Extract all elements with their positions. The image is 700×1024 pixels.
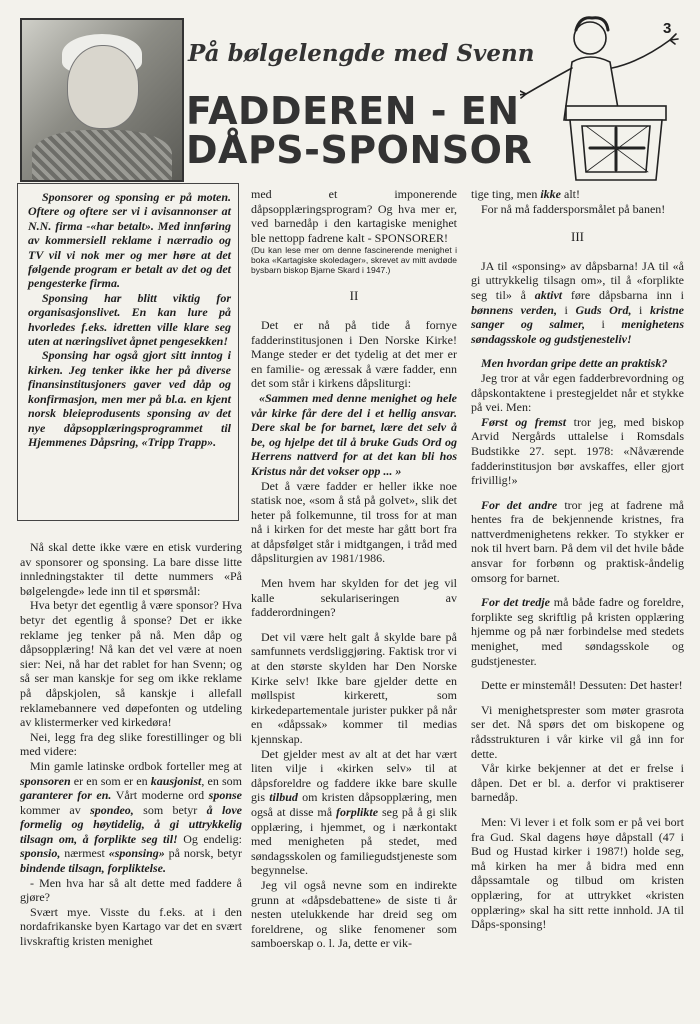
- footnote: (Du kan lese mer om denne fascinerende menighet i boka «Kartagiske skoledager», skrevet av mitt avdøde bysbarn biskop Bjarne Skard i 1947.): [251, 245, 457, 276]
- paragraph: [251, 747, 457, 878]
- text-run: Det gjelder mest av alt at det har vært liten vilje i «kirken selv» til at dåpsforeldre og faddere ikke bare skulle gis: [251, 746, 457, 805]
- paragraph: For nå må faddersporsmålet på banen!: [481, 201, 666, 216]
- paragraph: [471, 498, 684, 586]
- title-line-1: FADDEREN - EN: [186, 89, 520, 133]
- paragraph: Det er nå på tide å fornye fadderinstitusjonen i Den Norske Kirke! Mange steder er det tydelig at det mer er en familie- og æressak å være fadder, enn det som står i kirkens dåpsliturgi:: [251, 317, 457, 391]
- paragraph: Det vil være helt galt å skylde bare på samfunnets verdsliggjøring. Faktisk tror vi at den største skylden har Den Norske Kirke selv! Ikke bare gjelder dette en møllspist kirkerett, som kirkedepartementale jurister pukker på når en «dåpssak» kommer til medias kjennskap.: [251, 629, 457, 746]
- paragraph: Dette er minstemål! Dessuten: Det haster!: [481, 678, 683, 693]
- paragraph: med et imponerende dåpsopplæringsprogram? Og hva mer er, ved barnedåp i den kartagiske menighet ble nettopp fadrene kalt - SPONSORER!: [251, 187, 457, 245]
- article-title: [186, 89, 533, 172]
- section-heading: II: [349, 288, 359, 304]
- author-photo: [20, 18, 184, 182]
- text-run: tige ting, men: [471, 187, 541, 201]
- paragraph: [20, 759, 242, 876]
- text-run: er en som er en: [70, 773, 151, 788]
- paragraph: Svært mye. Visste du f.eks. at i den nordafrikanske byen Kartago var det en svært livskraftig kristen menighet: [20, 904, 242, 949]
- text-run: kommer av: [20, 802, 91, 817]
- emphasis: Først og fremst: [481, 414, 567, 429]
- paragraph: Men: Vi lever i et folk som er på vei bort fra Gud. Skal dagens høye dåpstall (47 i Bud og Hustad kirker i 1987!) holde seg, må kirken ha mer å bidra med enn dåpssamtale og tilbud om kristen opplæring, for at uttrykket «kristen opplæring» skal ha sitt rette innhold. JA til Dåps-sponsing!: [471, 814, 684, 932]
- column-1: [20, 540, 242, 949]
- title-line-2: DÅPS-SPONSOR: [186, 128, 533, 172]
- paragraph: Hva betyr det egentlig å være sponsor? Hva betyr det egentlig å sponse? Det er ikke reklame jeg tenker på nå. Men dåp og dåpsopplæring! Nå kan det vel være at noen sier: Nei, nå har det rablet for han Svenn; og så ser man kanskje for seg om ikke reklame på dåpskjolen, så kanskje i allefall reklamebannere ved døpefonten og utdeling av klistermerker ved kirkedøra!: [20, 598, 242, 730]
- photo-shirt: [32, 130, 172, 182]
- emphasis: «sponsing»: [108, 846, 165, 861]
- text-run: føre dåpsbarna inn i: [562, 287, 684, 302]
- emphasis: aktivt: [534, 287, 563, 302]
- text-run: som betyr: [133, 802, 207, 817]
- emphasis: kristne sanger og salmer,: [471, 302, 685, 332]
- paragraph: Nei, legg fra deg slike forestillinger og bli med videre:: [20, 729, 242, 759]
- intro-paragraph: Sponsorer og sponsing er på moten. Oftere og oftere ser vi i avisannonser at N.N. firma -«har betalt». Med innføring av kommersiell reklame i nærradio og TV vil vi nok mer og mer høre at det følgende program er betalt av det og det pengesterke firma.: [28, 190, 231, 291]
- paragraph: Nå skal dette ikke være en etisk vurdering av sponsorer og sponsing. La bare disse litte innledningstakter til dette nummers «På bølgelengde» lede inn til et spørsmål:: [20, 540, 242, 598]
- intro-paragraph: Sponsing har også gjort sitt inntog i kirken. Jeg tenker ikke her på diverse finansinstitusjoners gaver ved dåp og konfirmasjon, men mer på bl.a. en kjent norsk bleieprodusents sponsing av det nye dåpsopplæringsprogrammet til Hjemmenes Dåpsring, «Tripp Trapp».: [28, 348, 231, 449]
- paragraph: [471, 187, 684, 202]
- section-heading: III: [571, 229, 584, 245]
- emphasis: garanterer for en.: [20, 788, 112, 803]
- emphasis: forplikte: [336, 804, 379, 819]
- text-run: i: [585, 317, 622, 332]
- paragraph: [471, 415, 684, 488]
- emphasis: bindende tilsagn, forpliktelse.: [20, 861, 167, 876]
- text-run: Vårt moderne ord: [111, 788, 209, 803]
- emphasis: spondeo,: [90, 802, 134, 817]
- paragraph: Vi menighetsprester som møter grasrota ser det. Nå spørs det om biskopene og rådsstrukturen i vår kirke vil gå inn for dette.: [471, 702, 684, 761]
- emphasis: tilbud: [269, 790, 298, 805]
- column-2: [251, 187, 457, 951]
- text-run: om kristen dåpsopplæring, men også at disse må: [251, 790, 457, 819]
- emphasis: ikke: [540, 187, 561, 201]
- text-run: Og endelig:: [177, 831, 243, 846]
- paragraph: [471, 259, 684, 347]
- emphasis: bønnens verden,: [471, 302, 557, 317]
- page-number: 3: [663, 20, 672, 37]
- column-subtitle: På bølgelengde med Svenn: [188, 40, 535, 67]
- column-3: [471, 187, 684, 932]
- emphasis: Guds Ord,: [575, 302, 632, 317]
- subheading-question: Men hvordan gripe dette an praktisk?: [481, 356, 668, 371]
- text-run: i: [556, 302, 576, 317]
- emphasis: For det tredje: [481, 595, 550, 610]
- liturgy-quote: «Sammen med denne menighet og hele vår kirke får dere del i et hellig ansvar. Dere skal be for barnet, lære det selv å be, og hjelpe det til å bruke Guds Ord og Herrens nattverd for at det kan bli hos Kristus når det vokser opp ... »: [251, 390, 457, 478]
- paragraph: Det å være fadder er heller ikke noe statisk noe, «som å stå på golvet», slik det heter på folkemunne, til tross for at man nå i kirken for det meste har gått bort fra at dåpsfølget står i midtgangen, i tråd med dåpsliturgien av 1981/1986.: [251, 478, 457, 566]
- emphasis: For det andre: [481, 497, 558, 512]
- intro-paragraph: Sponsing har blitt viktig for organisasjonslivet. En kan lure på hvorledes f.eks. idretten ville klare seg uten at næringslivet åpnet pengesekken!: [28, 290, 231, 349]
- paragraph: Vår kirke bekjenner at det er frelse i dåpen. Det er bl. a. derfor vi praktiserer barnedåp.: [471, 761, 684, 805]
- text-run: tror jeg at fadrene må hentes fra de bekjennende kristnes, fra nattverdmenighetens rekker. To stykker er nok til hvert barn. På dem vil det hvile både ansvar for forbønn og praktisk-åndelig omsorg for barnet.: [471, 497, 684, 585]
- emphasis: å love formelig og høytidelig, å gi uttrykkelig tilsagn om, å forplikte seg til!: [20, 802, 242, 846]
- text-run: seg på å gi slik opplæring, i hjemmet, og i nærkontakt med menigheten på stedet, med søndagsskolen og familiegudstjeneste som begynnelse.: [251, 804, 457, 878]
- emphasis: sponse: [208, 788, 242, 803]
- emphasis: kausjonist: [150, 773, 202, 788]
- text-run: alt!: [561, 187, 580, 201]
- paragraph: Jeg vil også nevne som en indirekte grunn at «dåpsdebattene» de siste ti år nesten utelukkende har dreid seg om foreldrene, og slike fenomener som samboerskap o. l. Ja, dette er vik-: [251, 877, 457, 951]
- preacher-cartoon: [520, 10, 690, 188]
- emphasis: sponsoren: [20, 773, 71, 788]
- text-run: i: [631, 302, 650, 317]
- text-run: på norsk, betyr: [164, 846, 242, 861]
- paragraph: - Men hva har så alt dette med faddere å gjøre?: [20, 875, 242, 905]
- photo-face: [67, 45, 139, 129]
- text-run: , en som: [201, 773, 242, 788]
- emphasis: menighetens søndagsskole og gudstjenesteliv!: [471, 317, 684, 346]
- intro-box: [17, 183, 239, 521]
- text-run: må både fadre og foreldre, forplikte seg skriftlig på kristen opplæring hjemme og på nær forbindelse med stedets menighet, med søndagsskole og gudstjenester.: [471, 595, 684, 668]
- text-run: tror jeg, med biskop Arvid Nergårds uttalelse i Romsdals Budstikke 27. sept. 1978: «Nåværende fadderinstitusjon bør avskaffes, eller gjort frivillig!»: [471, 414, 684, 488]
- paragraph: [471, 595, 684, 668]
- paragraph: Men hvem har skylden for det jeg vil kalle sekulariseringen av fadderordningen?: [251, 576, 457, 620]
- paragraph: Jeg tror at vår egen fadderbrevordning og dåpskontaktene i prestegjeldet når et stykke på vei. Men:: [471, 370, 684, 415]
- text-run: Min gamle latinske ordbok forteller meg at: [30, 758, 242, 773]
- text-run: nærmest: [60, 846, 109, 861]
- emphasis: sponsio,: [20, 846, 61, 861]
- text-run: JA til «sponsing» av dåpsbarna! JA til «å gi uttrykkelig tilsagn om», til å «forplikte seg til» å: [471, 258, 684, 302]
